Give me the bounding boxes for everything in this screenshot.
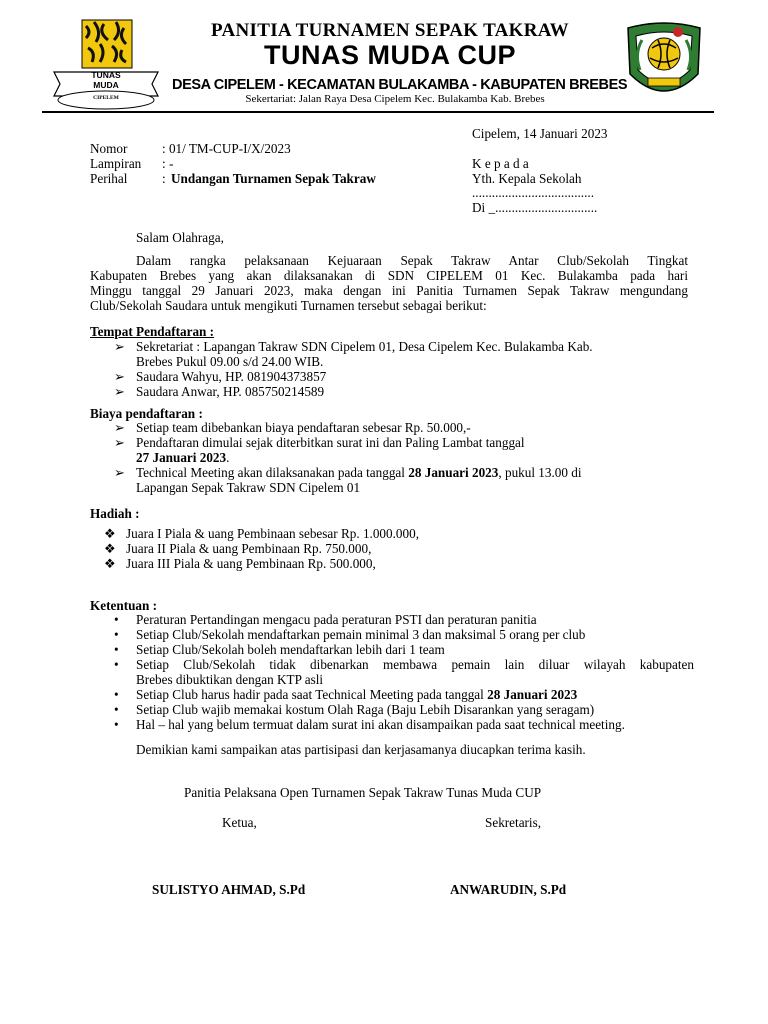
list-item-continuation: Lapangan Sepak Takraw SDN Cipelem 01 xyxy=(136,480,361,495)
biaya-title: Biaya pendaftaran : xyxy=(90,406,203,421)
dot-bullet-icon: • xyxy=(114,717,119,732)
list-item: ➢ Sekretariat : Lapangan Takraw SDN Cipelem 01, Desa Cipelem Kec. Bulakamba Kab. xyxy=(114,339,593,354)
ketua-label: Ketua, xyxy=(222,815,257,830)
sekretaris-label: Sekretaris, xyxy=(485,815,542,830)
letter-date: Cipelem, 14 Januari 2023 xyxy=(472,126,608,141)
tempat-title: Tempat Pendaftaran : xyxy=(90,324,215,339)
biaya-list xyxy=(114,420,694,495)
intro-line-1: Dalam rangka pelaksanaan Kejuaraan Sepak Takraw Antar Club/Sekolah Tingkat xyxy=(136,253,688,268)
intro-line-3: Minggu tanggal 29 Januari 2023, maka dengan ini Panitia Turnamen Sepak Takraw mengundang xyxy=(90,283,688,298)
list-item: • Peraturan Pertandingan mengacu pada peraturan PSTI dan peraturan panitia xyxy=(114,612,537,627)
tunas-muda-logo xyxy=(46,14,166,110)
arrow-bullet-icon: ➢ xyxy=(114,369,126,384)
perihal-colon: : xyxy=(162,171,166,186)
event-title: TUNAS MUDA CUP xyxy=(264,40,516,70)
hadiah-list xyxy=(104,526,684,571)
di-line: Di _............................... xyxy=(472,200,598,215)
perihal-label: Perihal xyxy=(90,171,128,186)
greeting: Salam Olahraga, xyxy=(136,230,224,245)
arrow-bullet-icon: ➢ xyxy=(114,435,126,450)
kepada-label: K e p a d a xyxy=(472,156,529,171)
diamond-bullet-icon: ❖ xyxy=(104,526,116,541)
location-line: DESA CIPELEM - KECAMATAN BULAKAMBA - KABUPATEN BREBES xyxy=(172,77,628,93)
dot-bullet-icon: • xyxy=(114,687,119,702)
list-item: • Setiap Club harus hadir pada saat Technical Meeting pada tanggal 28 Januari 2023 xyxy=(114,687,578,702)
list-item: • Setiap Club wajib memakai kostum Olah Raga (Baju Lebih Disarankan yang seragam) xyxy=(114,702,595,717)
psti-emblem-logo xyxy=(618,18,710,104)
lampiran-label: Lampiran xyxy=(90,156,142,171)
diamond-bullet-icon: ❖ xyxy=(104,556,116,571)
list-item: ❖ Juara III Piala & uang Pembinaan Rp. 500.000, xyxy=(104,556,376,571)
nomor-value: : 01/ TM-CUP-I/X/2023 xyxy=(162,141,291,156)
arrow-bullet-icon: ➢ xyxy=(114,420,126,435)
list-item-continuation: Brebes dibuktikan dengan KTP asli xyxy=(136,672,324,687)
hadiah-title: Hadiah : xyxy=(90,506,140,521)
list-item: ❖ Juara I Piala & uang Pembinaan sebesar Rp. 1.000.000, xyxy=(104,526,419,541)
tempat-list xyxy=(114,339,694,399)
list-item-continuation: 27 Januari 2023. xyxy=(136,450,230,465)
logo-text-cipelem: CIPELEM xyxy=(93,95,119,101)
secretariat-line: Sekertariat: Jalan Raya Desa Cipelem Kec. Bulakamba Kab. Brebes xyxy=(245,93,545,105)
intro-line-2: Kabupaten Brebes yang akan dilaksanakan di SDN CIPELEM 01 Kec. Bulakamba pada hari xyxy=(90,268,688,283)
logo-text-tunas: TUNAS xyxy=(91,70,121,80)
dot-bullet-icon: • xyxy=(114,702,119,717)
intro-paragraph xyxy=(90,253,688,313)
list-item: ➢ Technical Meeting akan dilaksanakan pada tanggal 28 Januari 2023, pukul 13.00 di xyxy=(114,465,582,480)
committee-line: Panitia Pelaksana Open Turnamen Sepak Takraw Tunas Muda CUP xyxy=(184,785,542,800)
arrow-bullet-icon: ➢ xyxy=(114,339,126,354)
list-item: • Setiap Club/Sekolah boleh mendaftarkan lebih dari 1 team xyxy=(114,642,445,657)
arrow-bullet-icon: ➢ xyxy=(114,384,126,399)
recipient: Yth. Kepala Sekolah xyxy=(472,171,582,186)
ketentuan-title: Ketentuan : xyxy=(90,598,158,613)
intro-line-4: Club/Sekolah Saudara untuk mengikuti Turnamen tersebut sebagai berikut: xyxy=(90,298,487,313)
closing-sentence: Demikian kami sampaikan atas partisipasi dan kerjasamanya diucapkan terima kasih. xyxy=(136,742,586,757)
ketentuan-list xyxy=(114,612,694,732)
list-item: • Hal – hal yang belum termuat dalam surat ini akan disampaikan pada saat technical meeting. xyxy=(114,717,625,732)
dot-bullet-icon: • xyxy=(114,612,119,627)
ketua-name: SULISTYO AHMAD, S.Pd xyxy=(152,882,306,897)
dot-bullet-icon: • xyxy=(114,627,119,642)
arrow-bullet-icon: ➢ xyxy=(114,465,126,480)
diamond-bullet-icon: ❖ xyxy=(104,541,116,556)
lampiran-value: : - xyxy=(162,156,174,171)
sekretaris-name: ANWARUDIN, S.Pd xyxy=(450,882,567,897)
list-item: ➢ Setiap team dibebankan biaya pendaftaran sebesar Rp. 50.000,- xyxy=(114,420,471,435)
logo-text-muda: MUDA xyxy=(93,80,119,90)
list-item: ❖ Juara II Piala & uang Pembinaan Rp. 750.000, xyxy=(104,541,372,556)
list-item: ➢ Saudara Wahyu, HP. 081904373857 xyxy=(114,369,327,384)
list-item: • Setiap Club/Sekolah mendaftarkan pemain minimal 3 dan maksimal 5 orang per club xyxy=(114,627,586,642)
letterhead-divider xyxy=(42,111,714,113)
dot-bullet-icon: • xyxy=(114,657,119,672)
org-title: PANITIA TURNAMEN SEPAK TAKRAW xyxy=(211,20,569,41)
list-item: ➢ Saudara Anwar, HP. 085750214589 xyxy=(114,384,325,399)
nomor-label: Nomor xyxy=(90,141,128,156)
list-item: ➢ Pendaftaran dimulai sejak diterbitkan surat ini dan Paling Lambat tanggal xyxy=(114,435,525,450)
recipient-dots: ..................................... xyxy=(472,185,594,200)
list-item-continuation: Brebes Pukul 09.00 s/d 24.00 WIB. xyxy=(136,354,324,369)
list-item: • Setiap Club/Sekolah tidak dibenarkan membawa pemain lain diluar wilayah kabupaten xyxy=(114,657,694,672)
perihal-value: Undangan Turnamen Sepak Takraw xyxy=(171,171,376,186)
dot-bullet-icon: • xyxy=(114,642,119,657)
